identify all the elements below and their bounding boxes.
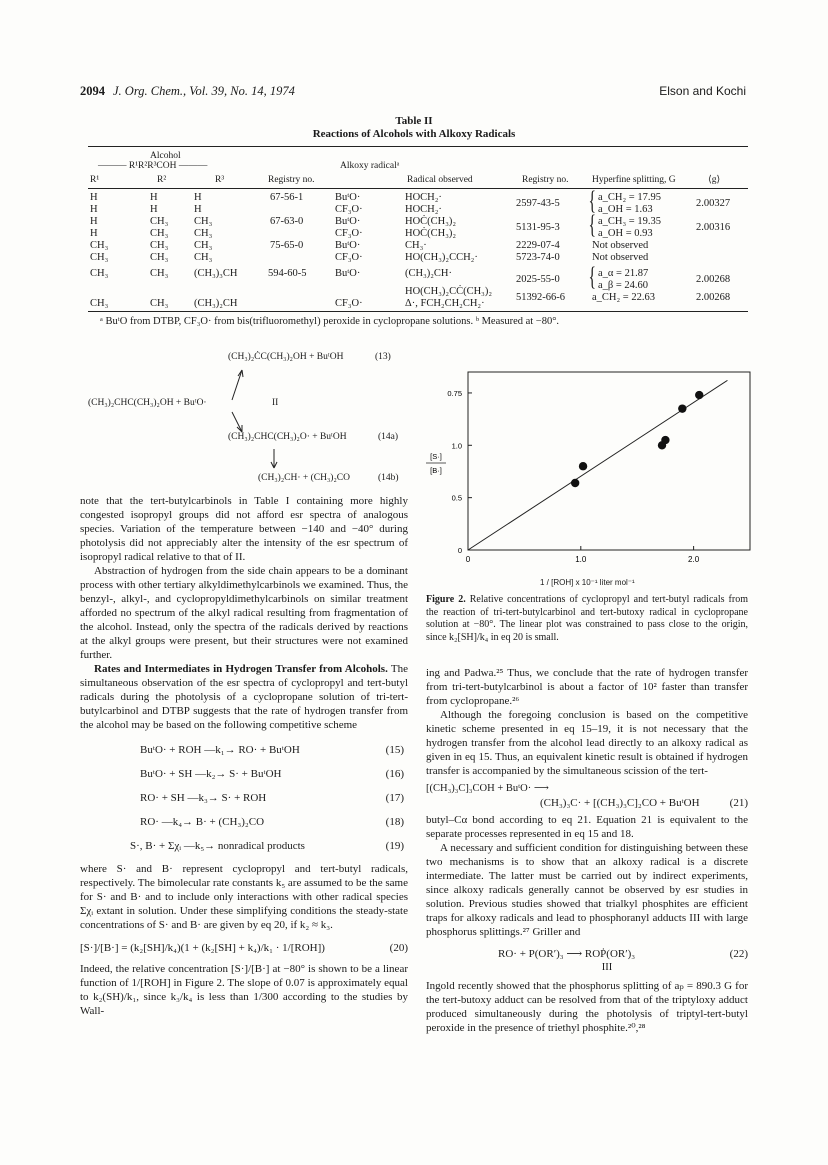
section-heading: Rates and Intermediates in Hydrogen Transfer from Alcohols. [94,663,388,675]
y-tick-label: 0.75 [447,388,462,398]
chart-x-label: 1 / [ROH] x 10⁻¹ liter mol⁻¹ [540,578,635,587]
col-radical-observed: Radical observed [407,175,473,185]
equation-22: RO· + P(OR′)₃ ⟶ ROṖ(OR′)₃ (22) [498,948,748,960]
data-point [661,436,669,444]
y-axis-label-numerator: [S·] [430,452,442,461]
brace: { [588,186,596,215]
paragraph: Abstraction of hydrogen from the side chain appears to be a dominant process with other tertiary alkyldimethylcarbinols we examined. Thus, the benzyl-, alkyl-, and cyclopropyldimethylcarbinols on similar treatment afforded no spectrum of the alkyl radical resulting from fragmentation of the alcohol. Instead, only the spectra of the radicals derived by reactions at the alkyl groups were present, but their structures were not examined further. [80,565,408,661]
equation-21: [(CH₃)₃C]₃COH + BuᵗO· ⟶ (CH₃)₃C· + [(CH₃)₃C]₂CO + BuᵗOH (21) [426,783,748,809]
data-point [678,404,686,412]
hfs-cell: a_CH₂ = 17.95 [598,192,661,203]
registry-cell: 5131-95-3 [516,222,560,233]
paragraph: Although the foregoing conclusion is based on the competitive kinetic scheme presented in eq 15–19, it is not necessary that the hydrogen transfer from the alcohol lead directly to an alkoxy radical as given in eq 15. Thus, an equivalent kinetic result is obtained if hydrogen transfer is accompanied by the simultaneous scission of the tert- [426,709,748,777]
paragraph: A necessary and sufficient condition for distinguishing between these two mechanisms is to show that an alkoxy radical is a discrete intermediate. The latter must be carried out by indirect experiments, since alkoxy radicals generally cannot be observed by esr studies in solution. Previous studies showed that trialkyl phosphites are efficient traps for alkoxy radicals and lead to phosphoranyl adducts III with large phosphorus splittings.²⁷ Griller and [426,842,748,938]
hfs-cell: a_CH₃ = 19.35 [598,216,661,227]
hfs-cell: Not observed [592,252,649,263]
equation-block [80,732,408,858]
data-point [571,479,579,487]
col-r2: R² [157,175,167,185]
scheme-bottom-product: (CH₃)₂CH· + (CH₃)₂CO [258,473,350,483]
col-alkoxy-header: Alkoxy radicalᵃ [340,161,400,171]
hfs-cell: a_CH₂ = 22.63 [592,292,655,303]
g-value-cell: 2.00316 [696,222,731,233]
scheme-top-product: (CH₃)₂ĊC(CH₃)₂OH + BuᵗOH [228,352,344,362]
hfs-cell: a_OH = 0.93 [598,228,653,239]
y-axis-label-denominator: [B·] [430,466,442,475]
authors-header: Elson and Kochi [659,84,746,98]
hfs-cell: a_β = 24.60 [598,280,649,291]
eq-number-14a: (14a) [378,432,399,442]
registry-cell: 2025-55-0 [516,274,560,285]
figure-2-chart [420,360,760,595]
eq-number-13: (13) [375,352,391,362]
y-tick-label: 1.0 [451,441,462,451]
x-tick-label: 0 [465,555,471,564]
page-number: 2094 [80,84,105,98]
label-II: II [272,398,279,408]
equation-16: BuᵗO· + SH —k₂→ S· + BuᵗOH (16) [140,768,404,780]
hfs-cell: Not observed [592,240,649,251]
brace: { [588,210,596,239]
paragraph: where S· and B· represent cyclopropyl and tert-butyl radicals, respectively. The bimolecular rate constants k₅ are assumed to be the same for S· and B· and to include only interactions with other radical species Σχᵢ extant in solution. Under these simplifying conditions the steady-state concentrations of S· and B· are given by eq 20, if k₂ ≈ k₃. [80,863,408,931]
table-bottom-rule [88,311,748,312]
table-top-rule [88,146,748,147]
table-footnote: ᵃ BuᵗO from DTBP, CF₃O· from bis(trifluoromethyl) peroxide in cyclopropane solutions. ᵇ Measured at −80°. [100,316,560,327]
scheme-reactant: (CH₃)₂CHC(CH₃)₂OH + BuᵗO· [88,398,207,408]
plot-frame [468,372,750,550]
paragraph: Indeed, the relative concentration [S·]/[B·] at −80° is shown to be a linear function of 1/[ROH] in Figure 2. The slope of 0.07 is approximately equal to k₂(SH)/k₁, since k₃/k₄ is less than 1/300 according to the studies by Wall- [80,963,408,1017]
equation-17: RO· + SH —k₃→ S· + ROH (17) [140,792,404,804]
col-r3: R³ [215,175,225,185]
equation-18: RO· —k₄→ B· + (CH₃)₂CO (18) [140,816,404,828]
paragraph: Rates and Intermediates in Hydrogen Transfer from Alcohols. The simultaneous observation of the esr spectra of cyclopropyl and tert-butyl radicals during the photolysis of a cyclopropane solution of tri-tert-butylcarbinol and DTBP suggests that the rate of hydrogen transfer from the alcohol may be based on the following competitive scheme [80,663,408,731]
running-header [80,84,295,99]
x-tick-label: 1.0 [575,555,587,564]
right-column [426,666,748,1035]
figure-caption: Figure 2. Relative concentrations of cyclopropyl and tert-butyl radicals from the reaction of tri-tert-butylcarbinol and tert-butoxy radical in cyclopropane solution at −80°. The linear plot was constrained to pass close to the origin, since k₂[SH]/k₄ in eq 20 is small. [426,594,748,643]
col-g-value: ⟨g⟩ [708,175,721,185]
y-tick-label: 0.5 [451,493,462,503]
col-registry-1: Registry no. [268,175,315,185]
registry-cell: 5723-74-0 [516,252,560,263]
col-r1: R¹ [90,175,100,185]
col-registry-2: Registry no. [522,175,569,185]
equation-20: [S·]/[B·] = (k₂[SH]/k₄)(1 + (k₂[SH] + k₄)/k₁ · 1/[ROH]) (20) [80,942,408,954]
registry-cell: 2597-43-5 [516,198,560,209]
equation-19: S·, B· + Σχᵢ —k₅→ nonradical products (19) [130,840,404,852]
table-title: Reactions of Alcohols with Alkoxy Radicals [312,128,516,140]
caption-label: Figure 2. [426,594,466,605]
alcohol-formula: ——— R¹R²R³COH ——— [98,161,208,171]
journal-citation: J. Org. Chem., Vol. 39, No. 14, 1974 [113,84,295,98]
hfs-cell: a_α = 21.87 [598,268,649,279]
g-value-cell: 2.00268 [696,274,731,285]
paragraph: ing and Padwa.²⁵ Thus, we conclude that the rate of hydrogen transfer from tri-tert-butylcarbinol is about a factor of 10² faster than transfer from cyclopropane.²⁶ [426,667,748,707]
eq-number-14b: (14b) [378,473,399,483]
alcohol-group-label: Alcohol [150,151,181,161]
equation-15: BuᵗO· + ROH —k₁→ RO· + BuᵗOH (15) [140,744,404,756]
scheme-arrows [220,364,280,474]
g-value-cell: 2.00268 [696,292,731,303]
brace: { [588,262,596,291]
y-tick-label: 0 [457,546,462,555]
paragraph: butyl–Cα bond according to eq 21. Equation 21 is equivalent to the separate processes represented in eq 15 and 18. [426,814,748,840]
registry-cell: 51392-66-6 [516,292,565,303]
registry-cell: 2229-07-4 [516,240,560,251]
paragraph: note that the tert-butylcarbinols in Table I containing more highly congested isopropyl groups did not afford esr spectra of analogous species. Variation of the temperature between −140 and −40° during photolysis did not appreciably alter the intensity of the esr spectrum of isopropyl radical relative to that of II. [80,495,408,563]
table-header-rule [88,188,748,189]
g-value-cell: 2.00327 [696,198,731,209]
table-label: Table II [395,115,433,127]
paragraph: Ingold recently showed that the phosphorus splitting of aₚ = 890.3 G for the tert-butoxy adduct can be resolved from that of the triptyloxy adduct produced simultaneously during the photolysis of triptyl-tert-butyl peroxide in the presence of triethyl phosphite.²⁰,²⁸ [426,980,748,1034]
fit-line [468,380,727,550]
scheme-mid-product: (CH₃)₂CHC(CH₃)₂O· + BuᵗOH [228,432,347,442]
hfs-cell: a_OH = 1.63 [598,204,653,215]
col-hyperfine: Hyperfine splitting, G [592,175,676,185]
data-point [695,391,703,399]
label-III: III [601,962,613,973]
data-point [579,462,587,470]
x-tick-label: 2.0 [688,555,700,564]
left-column [80,494,408,1018]
